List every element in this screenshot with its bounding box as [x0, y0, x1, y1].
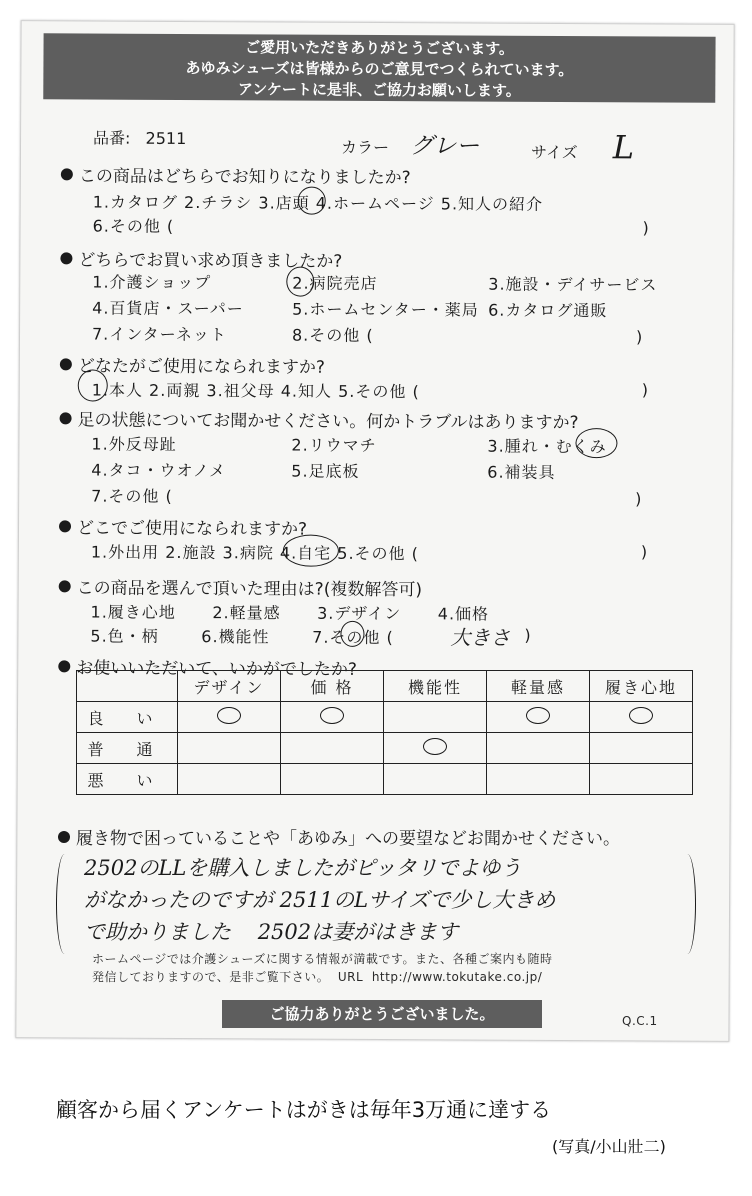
q1-question-text: この商品はどちらでお知りになりましたか?: [78, 166, 411, 189]
q8-question: [58, 824, 620, 849]
banner-line: アンケートに是非、ご協力お願いします。: [237, 80, 521, 100]
q1-paren-close: ): [642, 218, 650, 238]
q2-option: 1.介護ショップ: [92, 272, 212, 293]
rating-row: [77, 733, 693, 764]
q2-option: 7.インターネット: [91, 324, 227, 345]
rating-table: [76, 670, 693, 795]
q6-question: [59, 573, 422, 600]
rating-cell: [281, 764, 384, 795]
footer-url-line: 発信しておりますので、是非ご覧下さい。 URL http://www.tokutake.co.jp/: [92, 970, 543, 984]
banner-line: あゆみシューズは皆様からのご意見でつくられています。: [185, 59, 574, 80]
rating-cell: [384, 733, 487, 764]
q4-option: 5.足底板: [291, 461, 360, 481]
rating-cell: [178, 764, 281, 795]
header-banner: [43, 33, 715, 103]
bullet-icon: [59, 580, 71, 592]
q5-options: 1.外出用 2.施設 3.病院 4.自宅 5.その他 (: [90, 542, 419, 564]
q7-question-text: お使いいただいて、いかがでしたか?: [76, 658, 358, 680]
rating-column-header: 軽量感: [487, 671, 590, 702]
q3-paren-close: ): [641, 380, 650, 400]
footer-info-line: ホームページでは介護シューズに関する情報が満載です。また、各種ご案内も随時: [92, 952, 553, 966]
q6-options-line1: 1.履き心地 2.軽量感 3.デザイン 4.価格: [90, 602, 490, 624]
bullet-icon: [59, 520, 71, 532]
q4-option: 3.腫れ・むくみ: [487, 436, 607, 457]
rating-header-row: [77, 671, 693, 702]
q2-col1: [92, 270, 244, 349]
rating-row-label: 悪 い: [77, 764, 178, 795]
rating-column-header: 履き心地: [590, 671, 693, 702]
rating-cell: [487, 702, 590, 733]
q1-options-line2: 6.その他 (: [92, 216, 175, 236]
q4-col2: [291, 433, 377, 485]
q5-question-text: どこでご使用になられますか?: [76, 518, 308, 540]
q4-col3: [487, 434, 643, 513]
product-color-label: カラー: [340, 137, 390, 158]
q4-question: [60, 405, 579, 433]
q2-col2: [292, 271, 479, 350]
rating-corner-cell: [77, 671, 178, 702]
comment-handwritten-line: 2502のLLを購入しましたがピッタリでよゆう: [84, 856, 522, 880]
photo-caption: 顧客から届くアンケートはがきは毎年3万通に達する: [56, 1098, 552, 1122]
bullet-icon: [58, 831, 70, 843]
comment-paren-right: [679, 854, 696, 954]
rating-cell: [281, 733, 384, 764]
q3-options: 1.本人 2.両親 3.祖父母 4.知人 5.その他 (: [91, 380, 420, 402]
q6-options-line2: 5.色・柄 6.機能性 7.その他 (: [90, 626, 394, 648]
rating-cell: [178, 733, 281, 764]
comment-box: [56, 848, 696, 948]
rating-row-label: 良 い: [77, 702, 178, 733]
q4-option: 1.外反母趾: [91, 434, 177, 454]
rating-cell: [590, 702, 693, 733]
comment-handwritten-line: で助かりました 2502は妻がはきます: [84, 920, 459, 944]
bullet-icon: [61, 168, 73, 180]
q2-col3: [488, 272, 658, 351]
q2-option: 3.施設・デイサービス: [488, 274, 658, 295]
product-code-label: 品番:: [93, 128, 131, 148]
q4-option: 7.その他 (: [91, 486, 173, 506]
comment-handwritten-line: がなかったのですが 2511のLサイズで少し大きめ: [84, 888, 556, 912]
rating-cell: [281, 702, 384, 733]
banner-line: ご愛用いただきありがとうございます。: [245, 38, 514, 58]
q5-question: [59, 513, 307, 539]
q2-option: 2.病院売店: [292, 273, 378, 294]
rating-cell: [590, 764, 693, 795]
q2-question-text: どちらでお買い求め頂きましたか?: [78, 250, 343, 272]
q4-option: 2.リウマチ: [291, 435, 377, 456]
rating-row: [77, 702, 693, 733]
rating-row-label: 普 通: [77, 733, 178, 764]
photo-credit: (写真/小山壯二): [552, 1137, 666, 1156]
rating-column-header: デザイン: [178, 671, 281, 702]
bullet-icon: [60, 358, 72, 370]
rating-cell: [487, 733, 590, 764]
q6-question-text: この商品を選んで頂いた理由は?(複数解答可): [76, 578, 423, 601]
bullet-icon: [60, 252, 72, 264]
form-code: Q.C.1: [622, 1014, 658, 1028]
rating-cell: [590, 733, 693, 764]
q5-paren-close: ): [640, 542, 649, 562]
comment-paren-left: [56, 854, 73, 954]
circle-mark-icon: [78, 369, 108, 401]
rating-cell: [178, 702, 281, 733]
q1-options-line1: 1.カタログ 2.チラシ 3.店頭 4.ホームページ 5.知人の紹介: [92, 192, 544, 214]
circle-mark-icon: [526, 707, 550, 724]
q2-option: 8.その他 (: [291, 325, 374, 345]
bullet-icon: [58, 660, 70, 672]
product-code-value: 2511: [145, 128, 187, 149]
circle-mark-icon: [629, 707, 653, 724]
circle-mark-icon: [217, 707, 241, 724]
rating-column-header: 機能性: [384, 671, 487, 702]
footer-thanks-bar: ご協力ありがとうございました。: [222, 1000, 542, 1028]
rating-cell: [384, 764, 487, 795]
rating-cell: [384, 702, 487, 733]
product-size-label: サイズ: [530, 142, 578, 163]
circle-mark-icon: [320, 707, 344, 724]
circle-mark-icon: [286, 267, 314, 297]
circle-mark-icon: [298, 187, 326, 215]
rating-cell: [487, 764, 590, 795]
q4-option: 4.タコ・ウオノメ: [91, 460, 227, 481]
product-color-value: グレー: [410, 133, 480, 160]
circle-mark-icon: [423, 738, 447, 755]
q2-paren-close: ): [635, 327, 644, 347]
q4-paren-close: ): [635, 489, 643, 509]
q3-question-text: どなたがご使用になられますか?: [77, 356, 325, 378]
product-code: [93, 126, 186, 149]
rating-column-header: 価 格: [281, 671, 384, 702]
circle-mark-icon: [575, 428, 617, 458]
circle-mark-icon: [283, 535, 339, 567]
q4-col1: [91, 432, 226, 511]
q2-option: 5.ホームセンター・薬局: [292, 299, 479, 320]
rating-row: [77, 764, 693, 795]
q2-option: 4.百貨店・スーパー: [92, 298, 244, 319]
q4-question-text: 足の状態についてお聞かせください。何かトラブルはありますか?: [77, 410, 579, 434]
q6-handwritten-answer: 大きさ: [450, 625, 511, 650]
q1-question: [61, 161, 411, 188]
q6-paren-close: ): [524, 625, 532, 645]
q8-question-text: 履き物で困っていることや「あゆみ」への要望などお聞かせください。: [76, 829, 620, 849]
bullet-icon: [60, 412, 72, 424]
product-size: [531, 128, 634, 167]
product-size-value: L: [612, 128, 635, 167]
product-color: [341, 127, 479, 161]
q4-option: 6.補装具: [487, 462, 556, 482]
q2-option: 6.カタログ通販: [488, 300, 608, 321]
circle-mark-icon: [340, 621, 364, 647]
